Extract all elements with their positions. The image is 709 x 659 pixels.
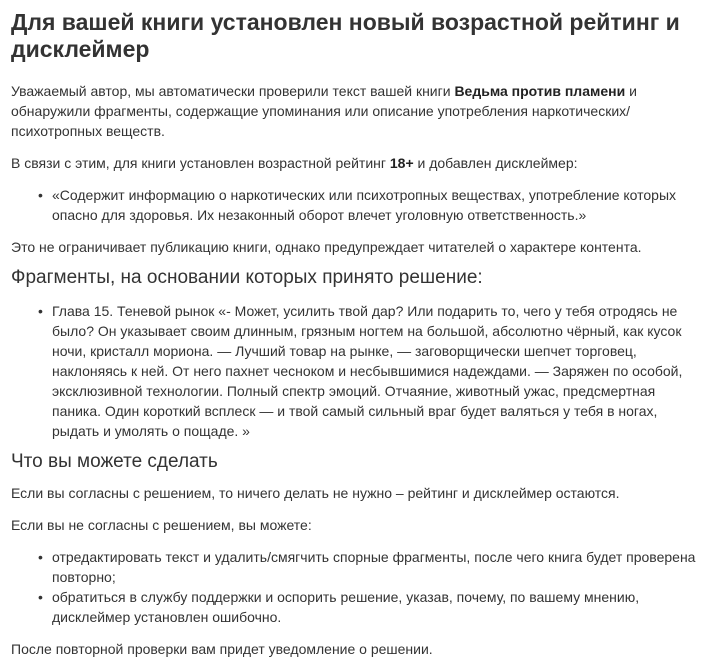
option-edit-text: • отредактировать текст и удалить/смягчить спорные фрагменты, после чего книга будет проверена повторно; <box>52 547 699 587</box>
rating-text-after: и добавлен дисклеймер: <box>413 155 578 171</box>
rating-text-before: В связи с этим, для книги установлен возрастной рейтинг <box>11 155 390 171</box>
disagree-paragraph: Если вы не согласны с решением, вы можете: <box>11 517 312 533</box>
options-list <box>11 547 699 627</box>
option-contact-support: • обратиться в службу поддержки и оспорить решение, указав, почему, по вашему мнению, дисклеймер установлен ошибочно. <box>52 587 699 627</box>
actions-heading: Что вы можете сделать <box>11 451 218 472</box>
intro-paragraph <box>11 81 699 141</box>
fragments-heading: Фрагменты, на основании которых принято решение: <box>11 267 483 288</box>
footer-paragraph: После повторной проверки вам придет уведомление о решении. <box>11 641 433 657</box>
intro-text-after: и обнаружили фрагменты, содержащие упоминания или описание употребления наркотических/психотропных веществ. <box>11 83 637 139</box>
rating-paragraph <box>11 153 699 173</box>
disclaimer-text: • «Содержит информацию о наркотических или психотропных веществах, употребление которых опасно для здоровья. Их незаконный оборот влечет уголовную ответственность.» <box>52 185 699 225</box>
agree-paragraph: Если вы согласны с решением, то ничего делать не нужно – рейтинг и дисклеймер остаются. <box>11 485 620 501</box>
intro-text-before: Уважаемый автор, мы автоматически проверили текст вашей книги <box>11 83 455 99</box>
disclaimer-list <box>11 185 699 225</box>
fragments-list <box>11 301 699 441</box>
page-title: Для вашей книги установлен новый возрастной рейтинг и дисклеймер <box>11 9 680 62</box>
notice-paragraph: Это не ограничивает публикацию книги, однако предупреждает читателей о характере контента. <box>11 239 642 255</box>
book-title: Ведьма против пламени <box>454 83 626 99</box>
age-rating: 18+ <box>389 155 414 171</box>
fragment-item: • Глава 15. Теневой рынок «- Может, усилить твой дар? Или подарить то, чего у тебя отродясь не было? Он указывает своим длинным, грязным ногтем на большой, абсолютно чёрный, как кусок ночи, кристалл мориона. — Лучший товар на рынке, — заговорщически шепчет торговец, наклоняясь к ней. От него пахнет чесноком и несбывшимися надеждами. — Заряжен по особой, эксклюзивной технологии. Полный спектр эмоций. Отчаяние, животный ужас, предсмертная паника. Один короткий всплеск — и твой самый сильный враг будет валяться у тебя в ногах, рыдать и умолять о пощаде. » <box>52 301 699 441</box>
